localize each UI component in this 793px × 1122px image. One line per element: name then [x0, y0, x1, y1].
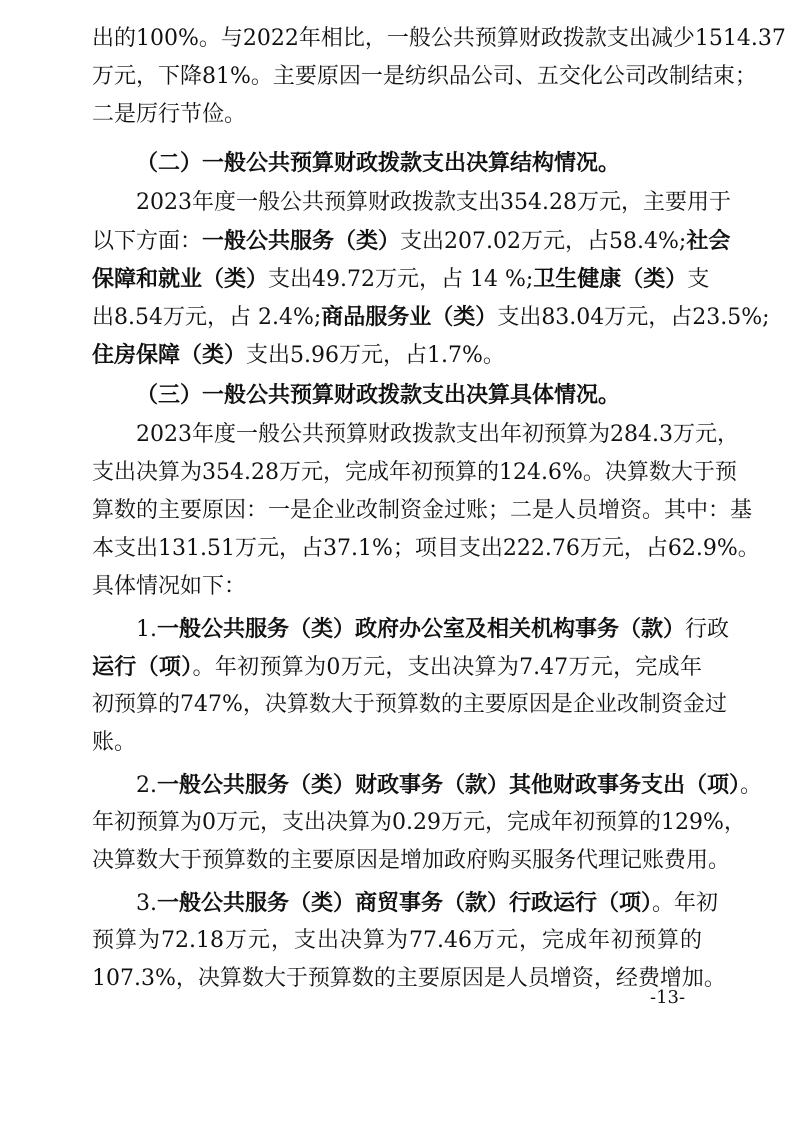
item-3-line-3: 107.3%，决算数大于预算数的主要原因是人员增资，经费增加。	[92, 966, 726, 991]
text-line-15: 具体情况如下：	[92, 574, 247, 599]
text-line-9: 住房保障（类）支出5.96万元，占1.7%。	[92, 342, 505, 368]
section-heading-2: （二）一般公共预算财政拨款支出决算结构情况。	[136, 150, 621, 176]
text-line-11: 2023年度一般公共预算财政拨款支出年初预算为284.3万元，	[136, 422, 739, 447]
item-3-line-1: 3.一般公共服务（类）商贸事务（款）行政运行（项）。年初	[136, 890, 719, 916]
text-line-6: 以下方面：一般公共服务（类）支出207.02万元，占58.4%;社会	[92, 228, 731, 254]
item-1-line-1: 1.一般公共服务（类）政府办公室及相关机构事务（款）行政	[136, 616, 730, 642]
text-line-5: 2023年度一般公共预算财政拨款支出354.28万元，主要用于	[136, 190, 731, 215]
item-1-line-3: 初预算的747%，决算数大于预算数的主要原因是企业改制资金过	[92, 692, 727, 717]
text-line-12: 支出决算为354.28万元，完成年初预算的124.6%。决算数大于预	[92, 460, 737, 485]
page-number: -13-	[650, 987, 686, 1008]
item-1-line-4: 账。	[92, 730, 137, 755]
item-3-line-2: 预算为72.18万元，支出决算为77.46万元，完成年初预算的	[92, 928, 702, 953]
text-line-7: 保障和就业（类）支出49.72万元，占 14 %;卫生健康（类）支	[92, 266, 710, 292]
text-line-14: 本支出131.51万元，占37.1%；项目支出222.76万元，占62.9%。	[92, 536, 760, 561]
text-line-1: 出的100%。与2022年相比，一般公共预算财政拨款支出减少1514.37	[92, 26, 786, 51]
item-1-line-2: 运行（项）。年初预算为0万元，支出决算为7.47万元，完成年	[92, 654, 702, 680]
text-line-8: 出8.54万元，占 2.4%;商品服务业（类）支出83.04万元，占23.5%;	[92, 304, 770, 330]
text-line-3: 二是厉行节俭。	[92, 102, 247, 127]
text-line-13: 算数的主要原因：一是企业改制资金过账；二是人员增资。其中：基	[92, 498, 753, 523]
item-2-line-2: 年初预算为0万元，支出决算为0.29万元，完成年初预算的129%，	[92, 810, 746, 835]
section-heading-3: （三）一般公共预算财政拨款支出决算具体情况。	[136, 382, 621, 408]
text-line-2: 万元，下降81%。主要原因一是纺织品公司、五交化公司改制结束；	[92, 64, 757, 89]
item-2-line-3: 决算数大于预算数的主要原因是增加政府购买服务代理记账费用。	[92, 848, 731, 873]
item-2-line-1: 2.一般公共服务（类）财政事务（款）其他财政事务支出（项）。	[136, 772, 763, 798]
